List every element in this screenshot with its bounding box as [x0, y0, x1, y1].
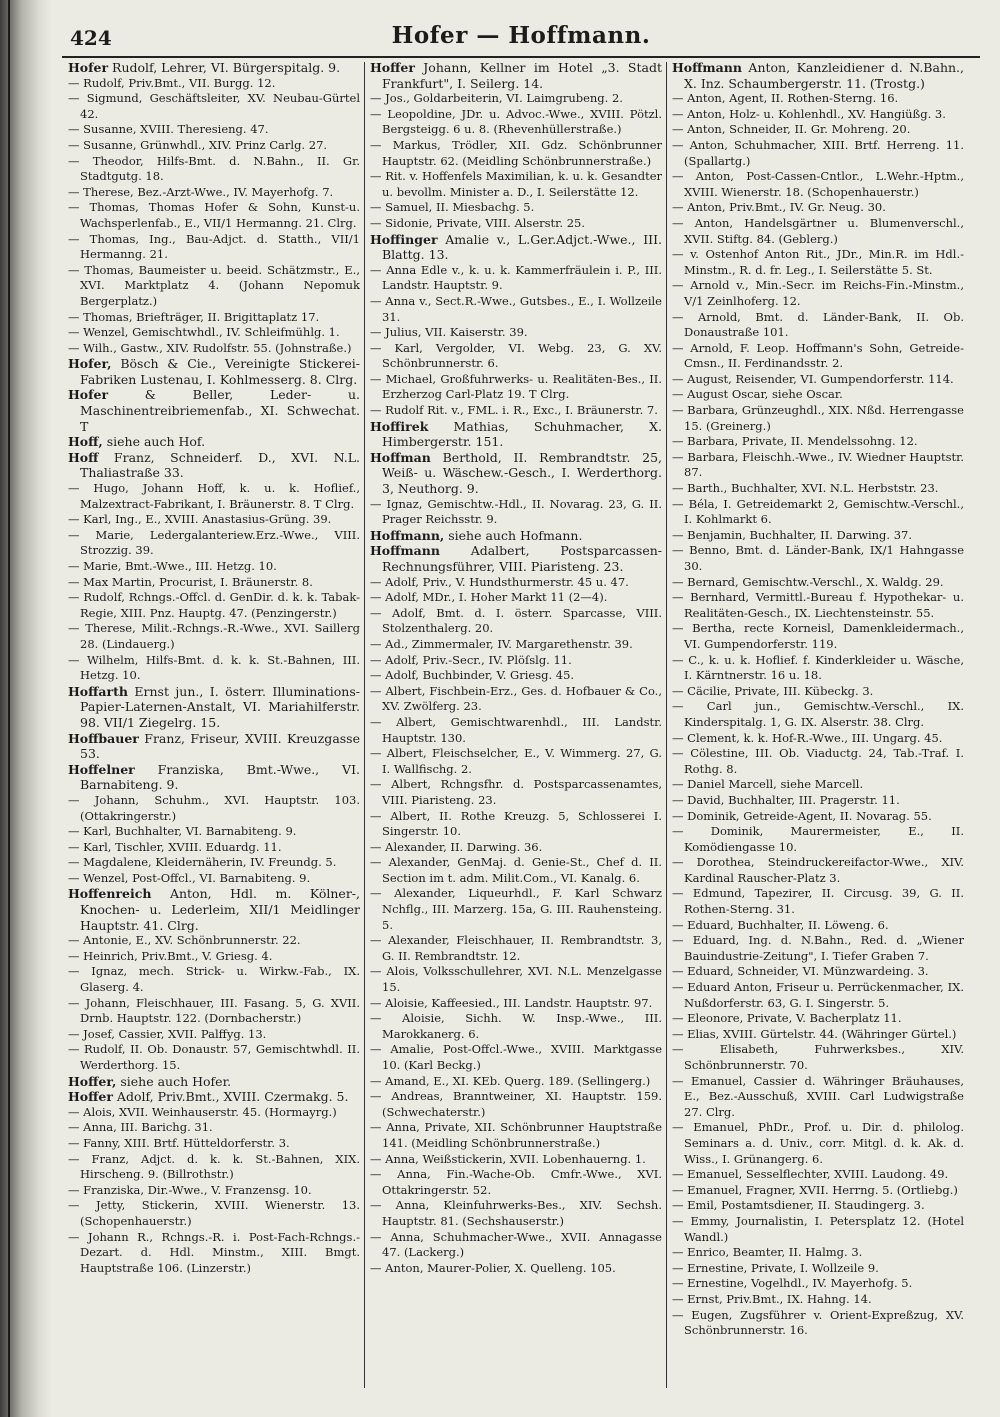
- directory-heading-entry: Hoffarth Ernst jun., I. österr. Illuminations-Papier-Laternen-Anstalt, VI. Mariahilferstr. 98. VII/1 Ziegelrg. 15.: [68, 683, 360, 730]
- directory-entry: — v. Ostenhof Anton Rit., JDr., Min.R. im Hdl.-Minstm., R. d. fr. Leg., I. Seilerstätte 5. St.: [672, 247, 964, 277]
- directory-entry: — Susanne, Grünwhdl., XIV. Prinz Carlg. 27.: [68, 137, 328, 152]
- directory-entry: — Ignaz, mech. Strick- u. Wirkw.-Fab., IX. Glaserg. 4.: [68, 964, 360, 995]
- directory-entry: — Adolf, Priv., V. Hundsthurmerstr. 45 u. 47.: [370, 574, 629, 589]
- directory-entry: — Thomas, Baumeister u. beeid. Schätzmstr., E., XVI. Marktplatz 4. (Johann Nepomuk Bergerplatz.): [68, 262, 360, 308]
- surname: Hofer: [68, 60, 109, 75]
- surname: Hoffman: [370, 449, 431, 465]
- directory-entry: — Ernst, Priv.Bmt., IX. Hahng. 14.: [672, 1291, 872, 1306]
- column-divider: [666, 62, 667, 1388]
- surname: Hoffbauer: [68, 730, 139, 746]
- page-number: 424: [70, 26, 112, 50]
- directory-entry: — Eugen, Zugsführer v. Orient-Expreßzug, XV. Schönbrunnerstr. 16.: [672, 1307, 964, 1338]
- directory-heading-entry: Hoffer Johann, Kellner im Hotel „3. Stadt Frankfurt", I. Seilerg. 14.: [370, 60, 662, 91]
- directory-entry: — Anton, Post-Cassen-Cntlor., L.Wehr.-Hptm., XVIII. Wienerstr. 18. (Schopenhauerstr.): [672, 169, 964, 199]
- directory-entry: — Andreas, Branntweiner, XI. Hauptstr. 159. (Schwechaterstr.): [370, 1089, 662, 1119]
- directory-entry: — Adolf, Buchbinder, V. Griesg. 45.: [370, 668, 575, 683]
- directory-entry: — Antonie, E., XV. Schönbrunnerstr. 22.: [68, 933, 301, 948]
- directory-entry: — Ad., Zimmermaler, IV. Margarethenstr. 39.: [370, 636, 633, 651]
- surname: Hoffarth: [68, 683, 128, 699]
- directory-entry: — Thomas, Briefträger, II. Brigittaplatz 17.: [68, 309, 320, 324]
- directory-entry: — Ernestine, Private, I. Wollzeile 9.: [672, 1260, 879, 1275]
- directory-entry: — Emanuel, Sesselflechter, XVIII. Laudong. 49.: [672, 1167, 949, 1182]
- directory-entry: — Theodor, Hilfs-Bmt. d. N.Bahn., II. Gr. Stadtgutg. 18.: [68, 153, 360, 184]
- directory-entry: — Anton, Handelsgärtner u. Blumenverschl., XVII. Stiftg. 84. (Geblerg.): [672, 215, 964, 246]
- directory-entry: — Elisabeth, Fuhrwerksbes., XIV. Schönbrunnerstr. 70.: [672, 1042, 964, 1072]
- directory-entry: — Karl, Ing., E., XVIII. Anastasius-Grüng. 39.: [68, 512, 332, 527]
- running-title: Hofer — Hoffmann.: [391, 22, 651, 49]
- directory-entry: — Dominik, Maurermeister, E., II. Komödiengasse 10.: [672, 824, 964, 854]
- directory-entry: — Eduard, Ing. d. N.Bahn., Red. d. „Wiener Bauindustrie-Zeitung", I. Tiefer Graben 7.: [672, 933, 964, 963]
- directory-entry: — Ernestine, Vogelhdl., IV. Mayerhofg. 5.: [672, 1276, 913, 1291]
- directory-entry: — Anna, Schuhmacher-Wwe., XVII. Annagasse 47. (Lackerg.): [370, 1229, 662, 1260]
- directory-entry: — Franziska, Dir.-Wwe., V. Franzensg. 10.: [68, 1182, 312, 1197]
- directory-heading-entry: Hoffelner Franziska, Bmt.-Wwe., VI. Barnabiteng. 9.: [68, 761, 360, 793]
- directory-entry: — Bernhard, Vermittl.-Bureau f. Hypothekar- u. Realitäten-Gesch., IX. Liechtensteinstr. 55.: [672, 590, 964, 620]
- directory-entry: — Alexander, II. Darwing. 36.: [370, 839, 543, 854]
- column-left: [68, 60, 360, 1390]
- surname: Hoffmann: [370, 543, 440, 559]
- directory-entry: — Amand, E., XI. KEb. Querg. 189. (Sellingerg.): [370, 1073, 651, 1088]
- directory-entry: — Barth., Buchhalter, XVI. N.L. Herbststr. 23.: [672, 481, 939, 496]
- directory-entry: — Franz, Adjct. d. k. k. St.-Bahnen, XIX. Hirscheng. 9. (Billrothstr.): [68, 1151, 360, 1182]
- directory-entry: — Daniel Marcell, siehe Marcell.: [672, 777, 864, 792]
- directory-entry: — Therese, Bez.-Arzt-Wwe., IV. Mayerhofg. 7.: [68, 184, 334, 199]
- directory-entry: — Benno, Bmt. d. Länder-Bank, IX/1 Hahngasse 30.: [672, 543, 964, 573]
- surname: Hoffer: [370, 60, 415, 75]
- directory-entry: — Amalie, Post-Offcl.-Wwe., XVIII. Marktgasse 10. (Karl Beckg.): [370, 1042, 662, 1072]
- directory-entry: — Albert, Fleischselcher, E., V. Wimmerg. 27, G. I. Wallfischg. 2.: [370, 746, 662, 776]
- column-middle: [370, 60, 662, 1390]
- directory-entry: — Johann, Schuhm., XVI. Hauptstr. 103. (Ottakringerstr.): [68, 792, 360, 823]
- directory-entry: — Aloisie, Kaffeesied., III. Landstr. Hauptstr. 97.: [370, 995, 653, 1010]
- directory-entry: — Anna v., Sect.R.-Wwe., Gutsbes., E., I. Wollzeile 31.: [370, 293, 662, 324]
- directory-entry: — Sidonie, Private, VIII. Alserstr. 25.: [370, 215, 585, 230]
- directory-entry: — Josef, Cassier, XVII. Palffyg. 13.: [68, 1026, 267, 1041]
- surname: Hoffer,: [68, 1073, 117, 1089]
- directory-entry: — David, Buchhalter, III. Pragerstr. 11.: [672, 792, 900, 807]
- directory-entry: — Arnold v., Min.-Secr. im Reichs-Fin.-Minstm., V/1 Zeinlhoferg. 12.: [672, 278, 964, 308]
- directory-entry: — Karl, Vergolder, VI. Webg. 23, G. XV. Schönbrunnerstr. 6.: [370, 340, 662, 371]
- directory-entry: — Adolf, MDr., I. Hoher Markt 11 (2—4).: [370, 590, 608, 605]
- directory-heading-entry: Hoffer Adolf, Priv.Bmt., XVIII. Czermakg. 5.: [68, 1089, 349, 1105]
- directory-entry: — Adolf, Priv.-Secr., IV. Plöſslg. 11.: [370, 652, 572, 667]
- directory-entry: — Alois, Volksschullehrer, XVI. N.L. Menzelgasse 15.: [370, 964, 662, 995]
- directory-heading-entry: Hoffinger Amalie v., L.Ger.Adjct.-Wwe., III. Blattg. 13.: [370, 231, 662, 263]
- directory-entry: — Edmund, Tapezirer, II. Circusg. 39, G. II. Rothen-Sterng. 31.: [672, 886, 964, 917]
- directory-entry: — Clement, k. k. Hof-R.-Wwe., III. Ungarg. 45.: [672, 730, 943, 745]
- directory-entry: — Albert, Rchngsfhr. d. Postsparcassenamtes, VIII. Piaristeng. 23.: [370, 777, 662, 807]
- directory-heading-entry: Hoffmann Adalbert, Postsparcassen-Rechnungsführer, VIII. Piaristeng. 23.: [370, 543, 662, 574]
- directory-entry: — Emanuel, Cassier d. Währinger Bräuhauses, E., Bez.-Ausschuß, XVIII. Carl Ludwigstraße 27. Clrg.: [672, 1073, 964, 1119]
- surname: Hoff,: [68, 434, 103, 450]
- directory-entry: — Rudolf, II. Ob. Donaustr. 57, Gemischtwhdl. II. Werderthorg. 15.: [68, 1042, 360, 1072]
- directory-entry: — Thomas, Ing., Bau-Adjct. d. Statth., VII/1 Hermanng. 21.: [68, 231, 360, 262]
- directory-entry: — Rit. v. Hoffenfels Maximilian, k. u. k. Gesandter u. bevollm. Minister a. D., I. Seilerstätte 12.: [370, 169, 662, 199]
- directory-entry: — Max Martin, Procurist, I. Bräunerstr. 8.: [68, 574, 313, 589]
- directory-entry: — C., k. u. k. Hoflief. f. Kinderkleider u. Wäsche, I. Kärntnerstr. 16 u. 18.: [672, 652, 964, 683]
- directory-heading-entry: Hoffer, siehe auch Hofer.: [68, 1073, 232, 1089]
- surname: Hoffmann: [672, 60, 742, 75]
- directory-entry: — Eduard, Schneider, VI. Münzwardeing. 3.: [672, 964, 929, 979]
- directory-entry: — Eleonore, Private, V. Bacherplatz 11.: [672, 1011, 902, 1026]
- directory-entry: — Eduard, Buchhalter, II. Löweng. 6.: [672, 917, 889, 932]
- directory-heading-entry: Hoffman Berthold, II. Rembrandtstr. 25, Weiß- u. Wäschew.-Gesch., I. Werderthorg. 3, Neuthorg. 9.: [370, 449, 662, 497]
- directory-entry: — Albert, Gemischtwarenhdl., III. Landstr. Hauptstr. 130.: [370, 714, 662, 745]
- directory-entry: — Sigmund, Geschäftsleiter, XV. Neubau-Gürtel 42.: [68, 91, 360, 121]
- surname: Hoffelner: [68, 761, 135, 777]
- directory-entry: — Johann, Fleischhauer, III. Fasang. 5, G. XVII. Drnb. Hauptstr. 122. (Dornbacherstr.): [68, 995, 360, 1026]
- directory-entry: — Anna, III. Barichg. 31.: [68, 1120, 213, 1135]
- surname: Hoffinger: [370, 231, 438, 247]
- directory-entry: — Johann R., Rchngs.-R. i. Post-Fach-Rchngs.-Dezart. d. Hdl. Minstm., XIII. Bmgt. Hauptstraße 106. (Linzerstr.): [68, 1229, 360, 1275]
- directory-entry: — Anna, Private, XII. Schönbrunner Hauptstraße 141. (Meidling Schönbrunnerstraße.): [370, 1120, 662, 1150]
- directory-entry: — August, Reisender, VI. Gumpendorferstr. 114.: [672, 371, 954, 386]
- directory-heading-entry: Hoffenreich Anton, Hdl. m. Kölner-, Knochen- u. Lederleim, XII/1 Meidlinger Hauptstr. 41. Clrg.: [68, 886, 360, 933]
- directory-entry: — Emanuel, Fragner, XVII. Herrng. 5. (Ortliebg.): [672, 1182, 958, 1197]
- directory-entry: — Alois, XVII. Weinhauserstr. 45. (Hormayrg.): [68, 1104, 337, 1119]
- directory-entry: — Cölestine, III. Ob. Viaductg. 24, Tab.-Traf. I. Rothg. 8.: [672, 746, 964, 776]
- directory-heading-entry: Hoffmann, siehe auch Hofmann.: [370, 527, 583, 543]
- directory-entry: — Wilh., Gastw., XIV. Rudolfstr. 55. (Johnstraße.): [68, 340, 352, 355]
- directory-entry: — Emmy, Journalistin, I. Petersplatz 12. (Hotel Wandl.): [672, 1213, 964, 1244]
- directory-entry: — Anton, Schneider, II. Gr. Mohreng. 20.: [672, 122, 911, 137]
- directory-entry: — Wenzel, Post-Offcl., VI. Barnabiteng. 9.: [68, 870, 311, 885]
- directory-entry: — Fanny, XIII. Brtf. Hütteldorferstr. 3.: [68, 1135, 290, 1150]
- directory-entry: — Anna Edle v., k. u. k. Kammerfräulein i. P., III. Landstr. Hauptstr. 9.: [370, 262, 662, 293]
- directory-entry: — Thomas, Thomas Hofer & Sohn, Kunst-u. Wachsperlenfab., E., VII/1 Hermanng. 21. Clrg.: [68, 200, 360, 230]
- directory-entry: — Samuel, II. Miesbachg. 5.: [370, 200, 535, 215]
- directory-entry: — Jos., Goldarbeiterin, VI. Laimgrubeng. 2.: [370, 91, 623, 106]
- column-divider: [364, 62, 365, 1388]
- directory-entry: — Susanne, XVIII. Theresieng. 47.: [68, 122, 269, 137]
- directory-entry: — Emil, Postamtsdiener, II. Staudingerg. 3.: [672, 1198, 925, 1213]
- directory-entry: — Elias, XVIII. Gürtelstr. 44. (Währinger Gürtel.): [672, 1026, 957, 1041]
- directory-entry: — Leopoldine, JDr. u. Advoc.-Wwe., XVIII. Pötzl. Bergsteigg. 6 u. 8. (Rhevenhüllerstraße.): [370, 106, 662, 137]
- directory-entry: — Anna, Fin.-Wache-Ob. Cmfr.-Wwe., XVI. Ottakringerstr. 52.: [370, 1167, 662, 1197]
- directory-entry: — Enrico, Beamter, II. Halmg. 3.: [672, 1245, 863, 1260]
- directory-entry: — Magdalene, Kleidernäherin, IV. Freundg. 5.: [68, 855, 337, 870]
- directory-entry: — Bertha, recte Korneisl, Damenkleidermach., VI. Gumpendorferstr. 119.: [672, 621, 964, 651]
- directory-entry: — Markus, Trödler, XII. Gdz. Schönbrunner Hauptstr. 62. (Meidling Schönbrunnerstraße.): [370, 137, 662, 168]
- directory-entry: — Arnold, Bmt. d. Länder-Bank, II. Ob. Donaustraße 101.: [672, 309, 964, 340]
- directory-entry: — Anton, Maurer-Polier, X. Quelleng. 105.: [370, 1260, 616, 1275]
- surname: Hoffenreich: [68, 886, 152, 902]
- directory-heading-entry: Hofer & Beller, Leder- u. Maschinentreibriemenfab., XI. Schwechat. T: [68, 387, 360, 434]
- directory-entry: — Barbara, Fleischh.-Wwe., IV. Wiedner Hauptstr. 87.: [672, 449, 964, 480]
- directory-entry: — Rudolf, Priv.Bmt., VII. Burgg. 12.: [68, 75, 276, 90]
- directory-entry: — Aloisie, Sichh. W. Insp.-Wwe., III. Marokkanerg. 6.: [370, 1011, 662, 1041]
- page-header: [62, 20, 980, 58]
- directory-entry: — Dorothea, Steindruckereifactor-Wwe., XIV. Kardinal Rauscher-Platz 3.: [672, 855, 964, 885]
- directory-entry: — Emanuel, PhDr., Prof. u. Dir. d. philolog. Seminars a. d. Univ., corr. Mitgl. d. k. Ak. d. Wiss., I. Grünangerg. 6.: [672, 1120, 964, 1166]
- directory-entry: — Karl, Tischler, XVIII. Eduardg. 11.: [68, 839, 282, 854]
- directory-entry: — Dominik, Getreide-Agent, II. Novarag. 55.: [672, 808, 932, 823]
- directory-entry: — Heinrich, Priv.Bmt., V. Griesg. 4.: [68, 948, 273, 963]
- directory-entry: — Karl, Buchhalter, VI. Barnabiteng. 9.: [68, 824, 297, 839]
- surname: Hoffmann,: [370, 527, 445, 543]
- directory-entry: — Anna, Kleinfuhrwerks-Bes., XIV. Sechsh. Hauptstr. 81. (Sechshauserstr.): [370, 1198, 662, 1228]
- directory-entry: — Eduard Anton, Friseur u. Perrückenmacher, IX. Nußdorferstr. 63, G. I. Singerstr. 5.: [672, 980, 964, 1010]
- directory-heading-entry: Hoff, siehe auch Hof.: [68, 434, 206, 450]
- directory-entry: — August Oscar, siehe Oscar.: [672, 387, 843, 402]
- directory-entry: — Adolf, Bmt. d. I. österr. Sparcasse, VIII. Stolzenthalerg. 20.: [370, 605, 662, 636]
- directory-entry: — Carl jun., Gemischtw.-Verschl., IX. Kinderspitalg. 1, G. IX. Alserstr. 38. Clrg.: [672, 699, 964, 729]
- directory-entry: — Cäcilie, Private, III. Kübeckg. 3.: [672, 683, 874, 698]
- directory-entry: — Alexander, Liqueurhdl., F. Karl Schwarz Nchflg., III. Marzerg. 15a, G. III. Rauhensteing. 5.: [370, 886, 662, 932]
- surname: Hoff: [68, 449, 99, 465]
- directory-entry: — Rudolf, Rchngs.-Offcl. d. GenDir. d. k. k. Tabak-Regie, XIII. Pnz. Hauptg. 47. (Penzingerstr.): [68, 590, 360, 620]
- directory-entry: — Alexander, GenMaj. d. Genie-St., Chef d. II. Section im t. adm. Milit.Com., VI. Kanalg. 6.: [370, 855, 662, 885]
- directory-entry: — Albert, II. Rothe Kreuzg. 5, Schlosserei I. Singerstr. 10.: [370, 808, 662, 839]
- directory-entry: — Bernard, Gemischtw.-Verschl., X. Waldg. 29.: [672, 574, 944, 589]
- directory-entry: — Marie, Ledergalanteriew.Erz.-Wwe., VIII. Strozzig. 39.: [68, 527, 360, 558]
- surname: Hofer,: [68, 356, 112, 372]
- directory-entry: — Rudolf Rit. v., FML. i. R., Exc., I. Bräunerstr. 7.: [370, 403, 658, 418]
- surname: Hoffirek: [370, 418, 429, 434]
- directory-heading-entry: Hoffbauer Franz, Friseur, XVIII. Kreuzgasse 53.: [68, 730, 360, 762]
- directory-entry: — Barbara, Grünzeughdl., XIX. Nßd. Herrengasse 15. (Greinerg.): [672, 403, 964, 433]
- directory-heading-entry: Hoff Franz, Schneiderf. D., XVI. N.L. Thaliastraße 33.: [68, 449, 360, 481]
- directory-entry: — Wilhelm, Hilfs-Bmt. d. k. k. St.-Bahnen, III. Hetzg. 10.: [68, 652, 360, 683]
- directory-entry: — Anton, Priv.Bmt., IV. Gr. Neug. 30.: [672, 200, 886, 215]
- column-right: [672, 60, 964, 1390]
- directory-entry: — Michael, Großfuhrwerks- u. Realitäten-Bes., II. Erzherzog Carl-Platz 19. T Clrg.: [370, 371, 662, 402]
- directory-entry: — Anton, Agent, II. Rothen-Sterng. 16.: [672, 91, 899, 106]
- directory-entry: — Marie, Bmt.-Wwe., III. Hetzg. 10.: [68, 559, 277, 573]
- surname: Hoffer: [68, 1089, 113, 1105]
- directory-entry: — Anton, Schuhmacher, XIII. Brtf. Herreng. 11. (Spallartg.): [672, 137, 964, 168]
- directory-heading-entry: Hoffirek Mathias, Schuhmacher, X. Himbergerstr. 151.: [370, 418, 662, 450]
- directory-entry: — Benjamin, Buchhalter, II. Darwing. 37.: [672, 527, 913, 542]
- directory-entry: — Anton, Holz- u. Kohlenhdl., XV. Hangiüßg. 3.: [672, 106, 946, 121]
- directory-entry: — Wenzel, Gemischtwhdl., IV. Schleifmühlg. 1.: [68, 325, 340, 340]
- directory-entry: — Julius, VII. Kaiserstr. 39.: [370, 325, 528, 340]
- directory-heading-entry: Hoffmann Anton, Kanzleidiener d. N.Bahn., X. Inz. Schaumbergerstr. 11. (Trostg.): [672, 60, 964, 91]
- directory-heading-entry: Hofer, Bösch & Cie., Vereinigte Stickerei-Fabriken Lustenau, I. Kohlmesserg. 8. Clrg.: [68, 356, 360, 387]
- directory-entry: — Jetty, Stickerin, XVIII. Wienerstr. 13. (Schopenhauerstr.): [68, 1198, 360, 1228]
- binding-edge-line: [8, 0, 10, 1417]
- directory-entry: — Alexander, Fleischhauer, II. Rembrandtstr. 3, G. II. Rembrandtstr. 12.: [370, 933, 662, 963]
- entry-columns: [62, 60, 980, 1390]
- surname: Hofer: [68, 387, 109, 403]
- directory-entry: — Arnold, F. Leop. Hoffmann's Sohn, Getreide-Cmsn., II. Ferdinandsstr. 2.: [672, 340, 964, 371]
- directory-entry: — Ignaz, Gemischtw.-Hdl., II. Novarag. 23, G. II. Prager Reichsstr. 9.: [370, 496, 662, 527]
- directory-entry: — Anna, Weißstickerin, XVII. Lobenhauerng. 1.: [370, 1151, 646, 1166]
- directory-entry: — Albert, Fischbein-Erz., Ges. d. Hofbauer & Co., XV. Zwölferg. 23.: [370, 683, 662, 714]
- directory-entry: — Béla, I. Getreidemarkt 2, Gemischtw.-Verschl., I. Kohlmarkt 6.: [672, 496, 964, 527]
- directory-entry: — Therese, Milit.-Rchngs.-R.-Wwe., XVI. Saillerg 28. (Lindauerg.): [68, 621, 360, 651]
- directory-heading-entry: Hofer Rudolf, Lehrer, VI. Bürgerspitalg. 9.: [68, 60, 341, 75]
- directory-entry: — Barbara, Private, II. Mendelssohng. 12.: [672, 434, 918, 449]
- directory-entry: — Hugo, Johann Hoff, k. u. k. Hoflief., Malzextract-Fabrikant, I. Bräunerstr. 8. T Clrg.: [68, 481, 360, 511]
- directory-page: [62, 20, 980, 1400]
